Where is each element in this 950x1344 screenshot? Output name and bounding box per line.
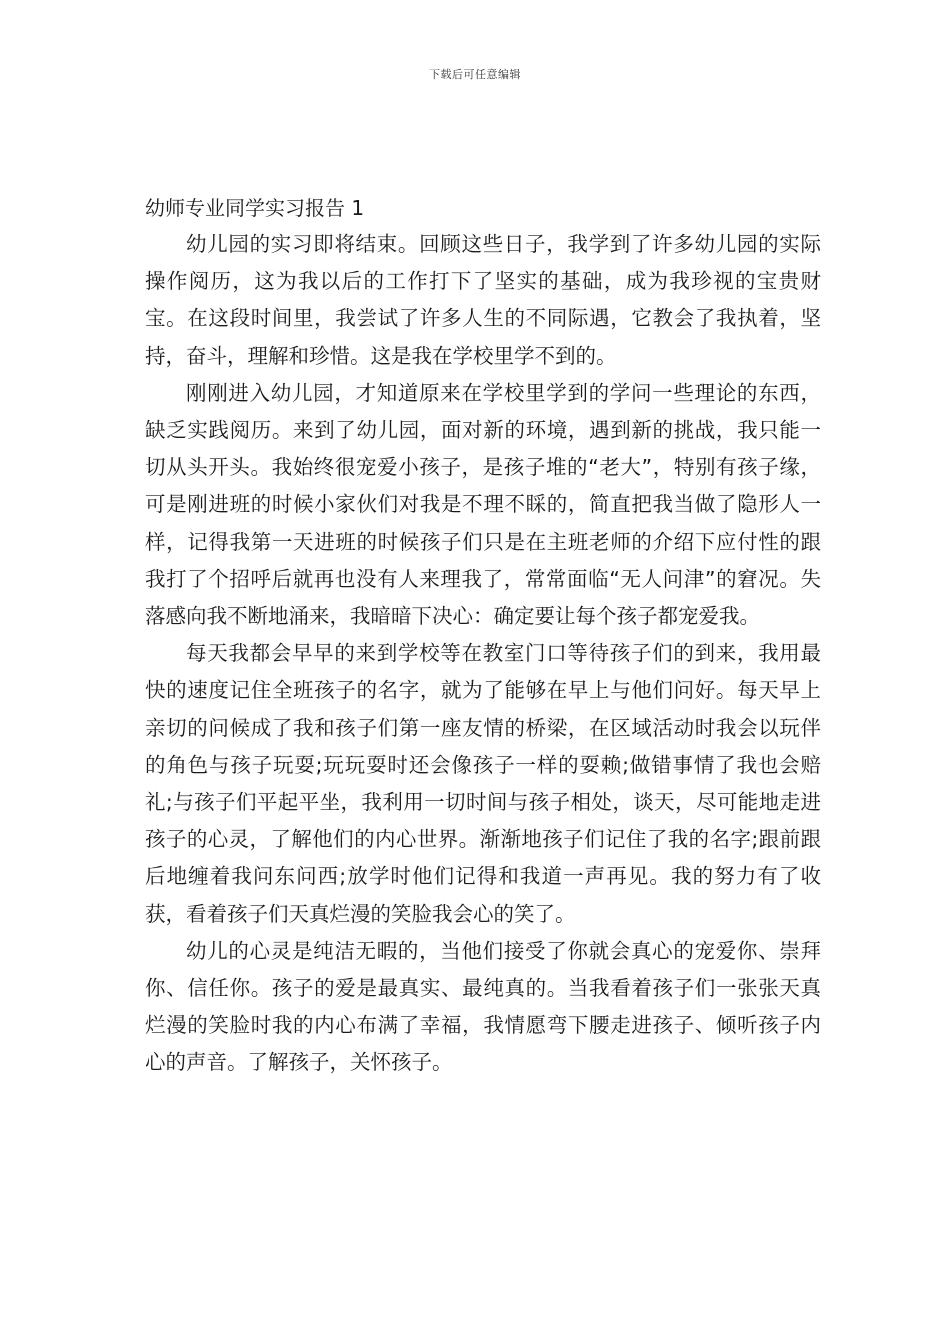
paragraph-1: 幼儿园的实习即将结束。回顾这些日子，我学到了许多幼儿园的实际操作阅历，这为我以后的工作打下了坚实的基础，成为我珍视的宝贵财宝。在这段时间里，我尝试了许多人生的不同际遇，它教会了我执着，坚持，奋斗，理解和珍惜。这是我在学校里学不到的。 bbox=[145, 232, 821, 368]
document-body bbox=[145, 196, 821, 1082]
paragraph-3: 每天我都会早早的来到学校等在教室门口等待孩子们的到来，我用最快的速度记住全班孩子的名字，就为了能够在早上与他们问好。每天早上亲切的问候成了我和孩子们第一座友情的桥梁，在区域活动时我会以玩伴的角色与孩子玩耍;玩玩耍时还会像孩子一样的耍赖;做错事情了我也会赔礼;与孩子们平起平坐，我利用一切时间与孩子相处，谈天，尽可能地走进孩子的心灵，了解他们的内心世界。渐渐地孩子们记住了我的名字;跟前跟后地缠着我问东问西;放学时他们记得和我道一声再见。我的努力有了收获，看着孩子们天真烂漫的笑脸我会心的笑了。 bbox=[145, 641, 821, 926]
header-note: 下载后可任意编辑 bbox=[429, 68, 521, 81]
paragraph-4: 幼儿的心灵是纯洁无暇的，当他们接受了你就会真心的宠爱你、崇拜你、信任你。孩子的爱是最真实、最纯真的。当我看着孩子们一张张天真烂漫的笑脸时我的内心布满了幸福，我情愿弯下腰走进孩子、倾听孩子内心的声音。了解孩子，关怀孩子。 bbox=[145, 938, 821, 1075]
document-title: 幼师专业同学实习报告 1 bbox=[145, 196, 365, 220]
paragraph-2: 刚刚进入幼儿园，才知道原来在学校里学到的学问一些理论的东西，缺乏实践阅历。来到了幼儿园，面对新的环境，遇到新的挑战，我只能一切从头开头。我始终很宠爱小孩子，是孩子堆的“老大”，特别有孩子缘，可是刚进班的时候小家伙们对我是不理不睬的，简直把我当做了隐形人一样，记得我第一天进班的时候孩子们只是在主班老师的介绍下应付性的跟我打了个招呼后就再也没有人来理我了，常常面临“无人问津”的窘况。失落感向我不断地涌来，我暗暗下决心：确定要让每个孩子都宠爱我。 bbox=[145, 380, 821, 629]
